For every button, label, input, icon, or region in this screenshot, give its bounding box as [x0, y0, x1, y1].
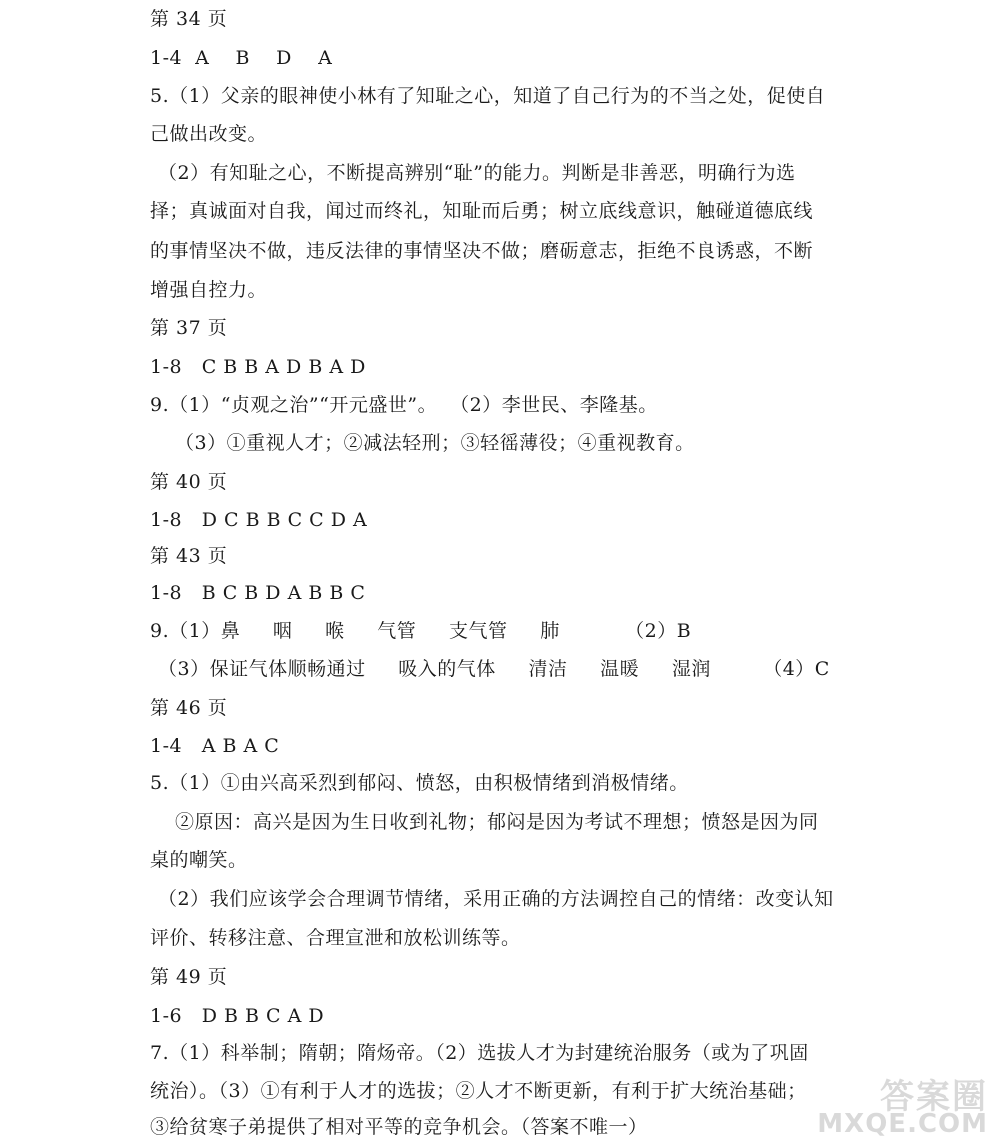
answer-line: （2）有知耻之心，不断提高辨别“耻”的能力。判断是非善恶，明确行为选 [158, 162, 796, 184]
page-heading-40: 第 40 页 [150, 471, 228, 493]
answer-line: 择；真诚面对自我，闻过而终礼，知耻而后勇；树立底线意识，触碰道德底线 [150, 200, 814, 222]
answer-line: （2）我们应该学会合理调节情绪，采用正确的方法调控自己的情绪：改变认知 [158, 888, 834, 910]
answer-line: ③给贫寒子弟提供了相对平等的竞争机会。（答案不唯一） [150, 1116, 648, 1138]
site-watermark [818, 1069, 988, 1139]
answer-line: 5.（1）①由兴高采烈到郁闷、愤怒，由积极情绪到消极情绪。 [150, 772, 689, 794]
answer-line: 1-8 B C B D A B B C [150, 582, 366, 604]
answer-line: 统治）。（3）①有利于人才的选拔；②人才不断更新，有利于扩大统治基础； [150, 1080, 807, 1102]
answer-line: 9.（1）“贞观之治”“开元盛世”。 （2）李世民、李隆基。 [150, 394, 658, 416]
answer-line: 增强自控力。 [150, 279, 268, 301]
answer-line: 7.（1）科举制；隋朝；隋炀帝。（2）选拔人才为封建统治服务（或为了巩固 [150, 1042, 809, 1064]
answer-line: ②原因：高兴是因为生日收到礼物；郁闷是因为考试不理想；愤怒是因为同 [175, 811, 819, 833]
page-heading-43: 第 43 页 [150, 545, 228, 567]
answer-line: （3）保证气体顺畅通过 吸入的气体 清洁 温暖 湿润 （4）C [158, 658, 830, 680]
answer-line: 9.（1）鼻 咽 喉 气管 支气管 肺 （2）B [150, 620, 692, 642]
answer-line: 己做出改变。 [150, 123, 268, 145]
watermark-cn: 答案圈 [880, 1077, 988, 1117]
answer-line: 1-6 D B B C A D [150, 1005, 325, 1027]
answer-line: 1-4 A B D A [150, 47, 333, 69]
page-heading-49: 第 49 页 [150, 966, 228, 988]
answer-line: 5.（1）父亲的眼神使小林有了知耻之心，知道了自己行为的不当之处，促使自 [150, 85, 826, 107]
answer-line: 1-8 C B B A D B A D [150, 356, 366, 378]
page-heading-46: 第 46 页 [150, 697, 228, 719]
page-heading-34: 第 34 页 [150, 8, 228, 30]
watermark-en: MXQE.COM [817, 1109, 988, 1139]
page-heading-37: 第 37 页 [150, 317, 228, 339]
answer-line: 1-4 A B A C [150, 735, 280, 757]
answer-line: （3）①重视人才；②减法轻刑；③轻徭薄役；④重视教育。 [175, 432, 695, 454]
answer-line: 的事情坚决不做，违反法律的事情坚决不做；磨砺意志，拒绝不良诱惑，不断 [150, 240, 814, 262]
answer-line: 评价、转移注意、合理宣泄和放松训练等。 [150, 927, 521, 949]
answer-line: 桌的嘲笑。 [150, 849, 248, 871]
answer-line: 1-8 D C B B C C D A [150, 509, 368, 531]
